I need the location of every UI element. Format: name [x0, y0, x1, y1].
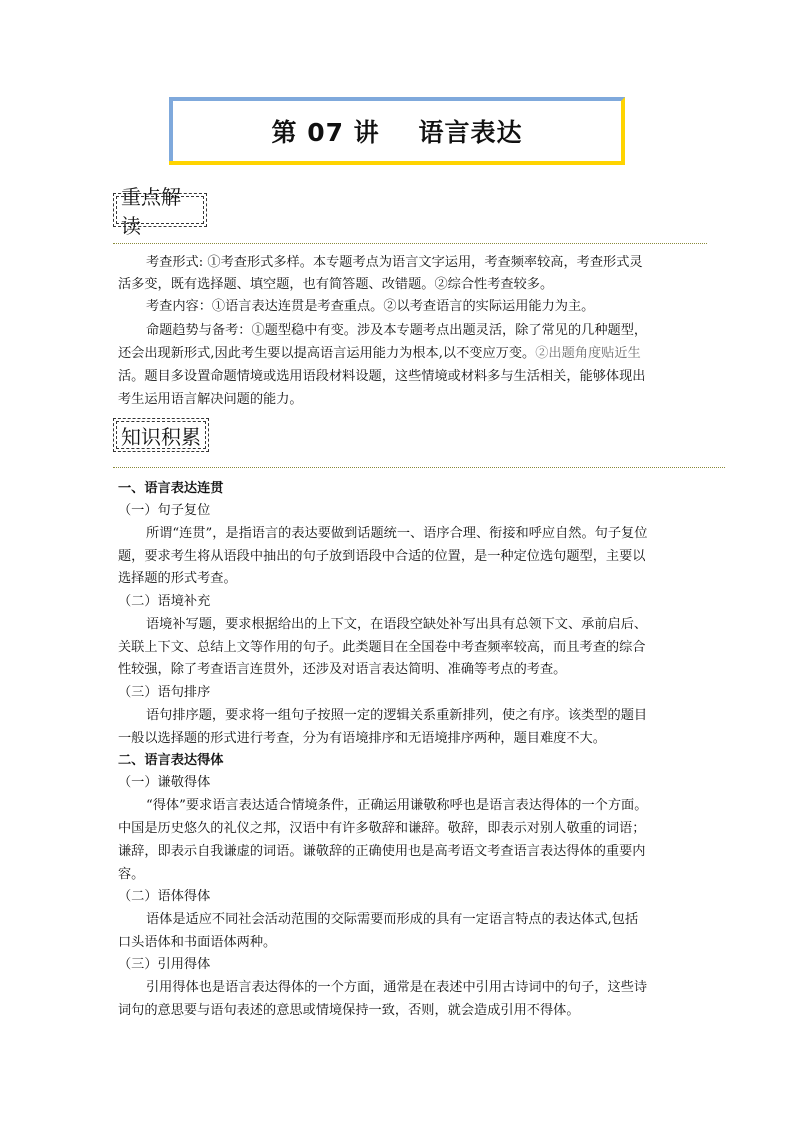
paragraph-line: 题，要求考生将从语段中抽出的句子放到语段中合适的位置，是一种定位选句题型，主要以	[118, 549, 646, 564]
section-badge-key-points	[113, 185, 207, 238]
paragraph-line: 考查形式: ①考查形式多样。本专题考点为语言文字运用，考查频率较高，考查形式灵	[146, 255, 643, 270]
paragraph-line: 语体是适应不同社会活动范围的交际需要而形成的具有一定语言特点的表达体式,包括	[146, 912, 639, 927]
paragraph-line: 考生运用语言解决问题的能力。	[118, 392, 303, 407]
dotted-divider	[113, 467, 725, 468]
subsection-title: （三）语句排序	[118, 685, 211, 700]
paragraph-line-with-faded-tail	[118, 343, 641, 365]
section-heading-key-points: 重点解读	[116, 196, 204, 224]
paragraph-line: 词句的意思要与语句表述的意思或情境保持一致，否则，就会造成引用不得体。	[118, 1003, 580, 1018]
paragraph-line: 语句排序题，要求将一组句子按照一定的逻辑关系重新排列，使之有序。该类型的题目	[146, 708, 648, 723]
paragraph-line: 命题趋势与备考：①题型稳中有变。涉及本专题考点出题灵活，除了常见的几种题型，	[146, 323, 648, 338]
section-heading-knowledge: 知识积累	[116, 421, 206, 449]
paragraph-line: 选择题的形式考查。	[118, 571, 237, 586]
paragraph-segment-faded: ②出题角度贴近生	[535, 346, 641, 361]
paragraph-line: 引用得体也是语言表达得体的一个方面，通常是在表述中引用古诗词中的句子，这些诗	[146, 980, 648, 995]
paragraph-line: 容。	[118, 867, 145, 882]
paragraph-line: 性较强，除了考查语言连贯外，还涉及对语言表达简明、准确等考点的考查。	[118, 662, 567, 677]
section-badge-knowledge	[113, 418, 209, 452]
title-banner	[169, 97, 625, 165]
paragraph-line: 考查内容：①语言表达连贯是考查重点。②以考查语言的实际运用能力为主。	[146, 299, 595, 314]
paragraph-line: 语境补写题，要求根据给出的上下文，在语段空缺处补写出具有总领下文、承前启后、	[146, 617, 648, 632]
paragraph-segment: 还会出现新形式,因此考生要以提高语言运用能力为根本,以不变应万变。	[118, 346, 536, 361]
paragraph-line: 活多变，既有选择题、填空题，也有简答题、改错题。②综合性考查较多。	[118, 277, 554, 292]
part-title: 二、语言表达得体	[118, 753, 224, 768]
paragraph-line: 谦辞，即表示自我谦虚的词语。谦敬辞的正确使用也是高考语文考查语言表达得体的重要内	[118, 844, 646, 859]
paragraph-line: 关联上下文、总结上文等作用的句子。此类题目在全国卷中考查频率较高，而且考查的综合	[118, 640, 646, 655]
subsection-title: （二）语体得体	[118, 889, 211, 904]
paragraph-line: “得体”要求语言表达适合情境条件，正确运用谦敬称呼也是语言表达得体的一个方面。	[146, 798, 648, 813]
dotted-divider	[113, 243, 707, 244]
paragraph-line: 活。题目多设置命题情境或选用语段材料设题，这些情境或材料多与生活相关，能够体现出	[118, 369, 646, 384]
paragraph-line: 一般以选择题的形式进行考查，分为有语境排序和无语境排序两种，题目难度不大。	[118, 731, 606, 746]
page-title: 第 07 讲 语言表达	[271, 118, 523, 147]
paragraph-line: 所谓“连贯”，是指语言的表达要做到话题统一、语序合理、衔接和呼应自然。句子复位	[146, 526, 648, 541]
subsection-title: （一）谦敬得体	[118, 775, 211, 790]
subsection-title: （一）句子复位	[118, 503, 211, 518]
paragraph-line: 口头语体和书面语体两种。	[118, 935, 277, 950]
paragraph-line: 中国是历史悠久的礼仪之邦，汉语中有许多敬辞和谦辞。敬辞，即表示对别人敬重的词语；	[118, 821, 646, 836]
subsection-title: （三）引用得体	[118, 957, 211, 972]
part-title: 一、语言表达连贯	[118, 481, 224, 496]
subsection-title: （二）语境补充	[118, 594, 211, 609]
